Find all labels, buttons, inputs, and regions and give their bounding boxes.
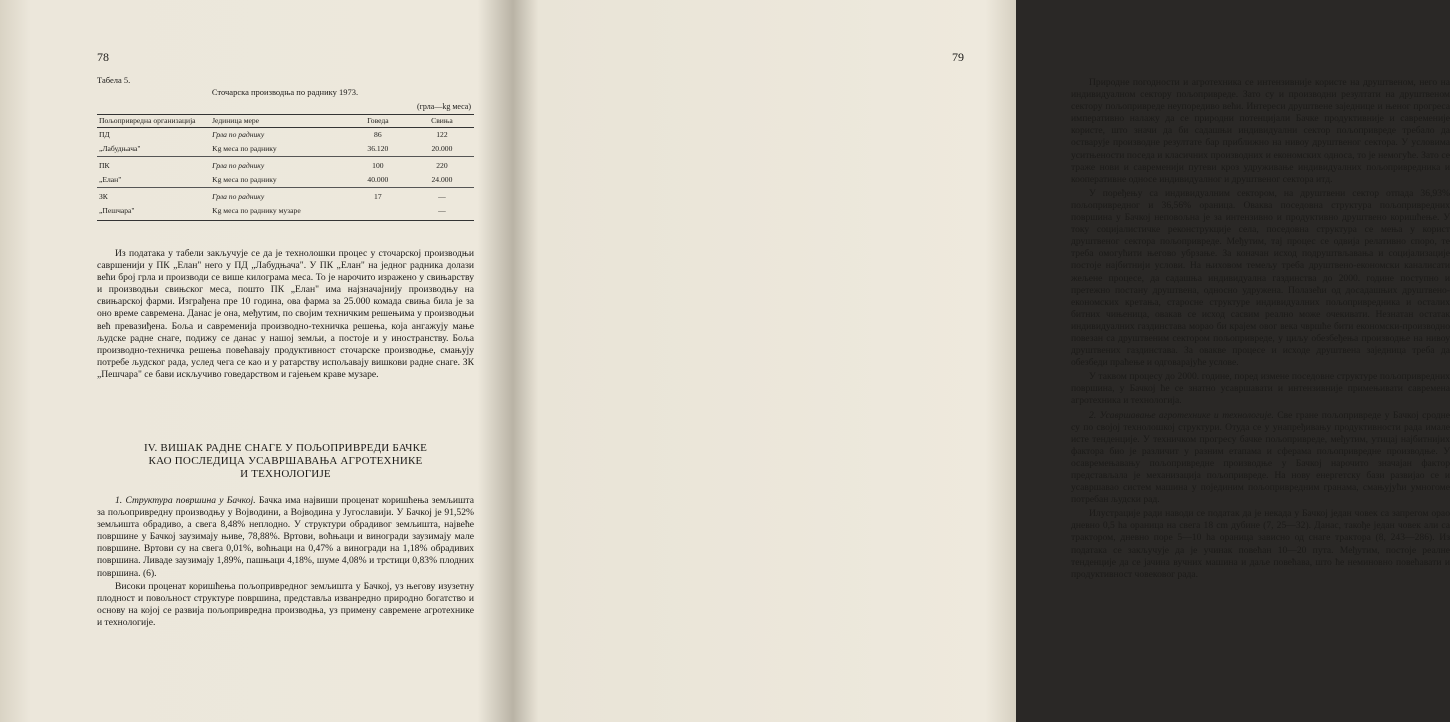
table-row: [97, 204, 474, 221]
table-title: Сточарска производња по раднику 1973.: [211, 87, 359, 97]
table-row: [97, 157, 474, 174]
unit-cell: Kg меса по раднику музаре: [210, 204, 346, 221]
table-row: [97, 128, 474, 143]
table-row: [97, 142, 474, 157]
column-header: Свиња: [410, 115, 474, 128]
org-cell: ПД: [99, 130, 110, 139]
org-cell: „Елан": [99, 175, 122, 184]
org-cell: ПК: [97, 157, 210, 174]
table-row: [97, 173, 474, 188]
paragraph: [1071, 410, 1450, 507]
heading-line: КАО ПОСЛЕДИЦА УСАВРШАВАЊА АГРОТЕХНИКЕ: [148, 455, 423, 467]
paragraph: Илустрације ради наводи се податак да је некада у Бачкој један човек са запрегом орао дневно 0,5 ha ораница на свега 18 cm дубине (7, 25—32). Данас, такође један човек али са трактором, дневно поре 5—10 ha ораница зависно од снаге трактора (8, 243—286). Из података се закључује да је учинак повећан 10—20 пута. Међутим, постоје реалне тенденције да се јачина вучних машина и даље повећава, што ће неминовно повећавати и продуктивност човековог рада.: [1071, 508, 1450, 580]
unit-cell: Грла по раднику: [210, 188, 346, 205]
section-body: [97, 495, 474, 629]
org-cell: ЗК: [97, 188, 210, 205]
paragraph: Високи проценат коришћења пољопривредног земљишта у Бачкој, уз његову изузетну плодност и повољност структуре површина, представља изванредно природно богатство и основу на којој се развија пољопривредна производња, уз примену савремене агротехнике и технологије.: [97, 580, 474, 628]
unit-cell: Kg меса по раднику: [212, 144, 277, 153]
paragraph: Из података у табели закључује се да је технолошки процес у сточарској производњи савршенији у ПК „Елан" него у ПД „Лабудњача". У ПК „Елан" на једног радника долази већи број грла и производи се више килограма меса. То је нарочито изражено у свињарству и производњи свињског меса, пошто ПК „Елан" има најзначајнију производњу на свињарској фарми. Изграђена пре 10 година, ова фарма за 25.000 комада свиња била је за оно време савремена. Данас је она, међутим, по својим техничким решењима у производњи већ превазиђена. Боља и савременија производно-техничка решења, која ангажују мање људске радне снаге, подижу се данас у нашој земљи, а постоје и у иностранству. Боља производно-техничка решења повећавају продуктивност сточарске производње, смањују потребе људског рада, услед чега се као и у ратарству испољавају вишкови радне снаге. ЗК „Пешчара" се бави искључиво говедарством и гајењем краве музаре.: [97, 248, 474, 380]
org-cell: „Лабудњача": [99, 144, 141, 153]
table-unit: (грла—kg меса): [416, 102, 471, 111]
unit-cell: Грла по раднику: [212, 130, 265, 139]
page-number: 79: [952, 50, 964, 64]
section-title: 2. Усавршавање агротехнике и технологије.: [1089, 409, 1274, 421]
pigs-cell: —: [410, 188, 474, 205]
page-body: [1071, 77, 1450, 581]
paragraph: [97, 495, 474, 580]
table-header-row: [97, 115, 474, 128]
unit-cell: Грла по раднику: [210, 157, 346, 174]
section-text: Све гране пољопривреде у Бачкој сродне су по својој технолошкој структури. Отуда се у унапређивању продуктивности рада имале исте тенденције. У техничком прогресу бачке пољопривреде, међутим, утицај најбитнијих фактора био је различит у разним етапама и сферама пољопривредне производње. У осавремењавању пољопривредне производње у Бачкој нарочито значајан фактор представљала је механизација пољопривреде. На нову енергетску бази развијао се и усавршавао систем машина у појединим пољопривредним гранама, смањујући умногоме потребан људски рад.: [1071, 409, 1450, 506]
cattle-cell: 17: [346, 188, 410, 205]
pigs-cell: 24.000: [431, 175, 453, 184]
heading-line: IV. ВИШАК РАДНЕ СНАГЕ У ПОЉОПРИВРЕДИ БАЧКЕ: [143, 442, 428, 454]
right-page: [508, 0, 1450, 722]
pigs-cell: 220: [410, 157, 474, 174]
left-page: [0, 0, 508, 722]
pigs-cell: 20.000: [431, 144, 453, 153]
heading-line: И ТЕХНОЛОГИЈЕ: [240, 468, 331, 480]
paragraph: Природне погодности и агротехника се интензивније користе на друштвеном, него на индивидуалном сектору пољопривреде. Зато су и производни резултати на друштвеном сектору пољопривреде неупоредиво већи. Интереси друштвене заједнице и њеног прогреса императивно налажу да се природни потенцијали Бачке продуктивније и савременије користе, што значи да би садашњи индивидуални сектор пољопривреде требало да остварује производне резултате бар приближно на нивоу друштвеног сектора. У условима уситњености поседа и класичних производних и економских односа, то је немогуће. Зато се траже нови и савременији путеви кроз удруживање индивидуалних пољопривредника и кооперативне односе индивидуалног и друштвеног сектора итд.: [1071, 77, 1450, 185]
table-label: Табела 5.: [97, 75, 131, 85]
paragraph: У поређењу са индивидуалним сектором, на друштвени сектор отпада 36,93% пољопривредног и 36,56% ораница. Оваква поседовна структура пољопривредних површина у Бачкој неповољна је за интензивно и продуктивно друштвено коришћење. У току социјалистичке реконструкције села, поседовна структура се мења у корист друштвеног сектора пољопривреде. Међутим, тај процес се одвија релативно споро, те треба омогућити његово убрзање. За коначан исход подруштвљавања и социјализације постоје најбитнији услови. На њиховом темељу треба друштвено-економски каналисати жељене процесе, да садашња индивидуална газдинства до 2000. године поступно и претежно постану друштвена, односно удружена. Полазећи од досадашњих друштвено-економских кретања, старосне структуре индивидуалних пољопривредника и осталих битних чињеница, овакав се исход сасвим реално може очекивати. Незнатан остатак индивидуалних газдинстава морао би крајем овог века чвршће бити економски-производно повезан са друштвеним сектором пољопривреде, у циљу обезбеђења производње на нивоу друштвених газдинстава. За овакве процесе и исходе друштвена заједница треба да обезбеди праћење и одговарајуће услове.: [1071, 187, 1450, 369]
livestock-table: [97, 114, 474, 221]
section-text: Бачка има највиши проценат коришћења земљишта за пољопривредну производњу у Војводини, а Војводина у Југославији. У Бачкој је 91,52% земљишта обрадиво, а свега 8,48% неплодно. У структури обрадивог земљишта, највеће површине у Бачкој заузимају њиве, 78,88%. Вртови, воћњаци и виногради заузимају мале површине. Вртови су на свега 0,01%, воћњаци на 0,47% а виногради на 1,18% обрадивих површина. Ливаде заузимају 1,89%, пашњаци 4,18%, шуме 4,08% и трстици 0,83% плодних површина. (6).: [97, 495, 474, 579]
org-cell: „Пешчара": [97, 204, 210, 221]
column-header: Говеда: [346, 115, 410, 128]
cattle-cell: 86: [374, 130, 382, 139]
column-header: Јединица мере: [210, 115, 346, 128]
table-row: [97, 188, 474, 205]
chapter-heading: [97, 442, 474, 481]
cattle-cell: 36.120: [367, 144, 389, 153]
page-number: 78: [97, 50, 109, 64]
pigs-cell: —: [410, 204, 474, 221]
column-header: Пољопривредна организација: [97, 115, 210, 128]
section-title: 1. Структура површина у Бачкој.: [115, 495, 256, 506]
pigs-cell: 122: [436, 130, 448, 139]
unit-cell: Kg меса по раднику: [212, 175, 277, 184]
paragraph: У таквом процесу до 2000. године, поред измене поседовне структуре пољопривредних површина, у Бачкој ће се знатно усавршавати и интензивније примењивати савремена агротехника и технологија.: [1071, 371, 1450, 407]
cattle-cell: 100: [346, 157, 410, 174]
table-commentary: [97, 248, 474, 381]
cattle-cell: 40.000: [367, 175, 389, 184]
cattle-cell: [346, 204, 410, 221]
